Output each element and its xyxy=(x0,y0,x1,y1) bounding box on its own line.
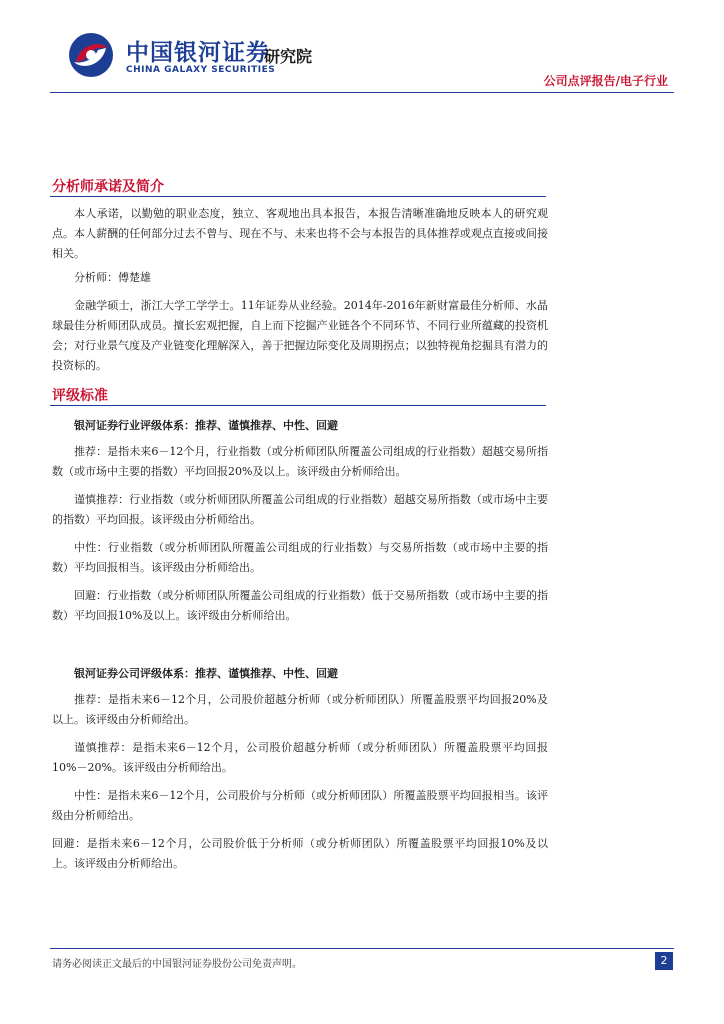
logo-english-name: CHINA GALAXY SECURITIES xyxy=(126,65,276,75)
analyst-section-title: 分析师承诺及简介 xyxy=(52,179,164,195)
analyst-commitment: 本人承诺，以勤勉的职业态度，独立、客观地出具本报告，本报告清晰准确地反映本人的研究观点。本人薪酬的任何部分过去不曾与、现在不与、未来也将不会与本报告的具体推荐或观点直接或间接相关。 xyxy=(52,207,548,260)
logo-chinese-name: 中国银河证券 xyxy=(126,40,270,66)
rating-section-title: 评级标准 xyxy=(52,388,108,404)
footer-divider xyxy=(50,948,674,949)
industry-rating-heading: 银河证券行业评级体系：推荐、谨慎推荐、中性、回避 xyxy=(74,419,338,432)
company-rating-neutral: 中性：是指未来6－12个月，公司股价与分析师（或分析师团队）所覆盖股票平均回报相当。该评级由分析师给出。 xyxy=(52,789,548,822)
industry-rating-avoid: 回避：行业指数（或分析师团队所覆盖公司组成的行业指数）低于交易所指数（或市场中主要的指数）平均回报10%及以上。该评级由分析师给出。 xyxy=(52,589,548,622)
industry-rating-neutral: 中性：行业指数（或分析师团队所覆盖公司组成的行业指数）与交易所指数（或市场中主要的指数）平均回报相当。该评级由分析师给出。 xyxy=(52,541,548,574)
logo-research-institute: 研究院 xyxy=(264,47,313,66)
company-logo xyxy=(66,30,366,80)
company-rating-recommend: 推荐：是指未来6－12个月，公司股价超越分析师（或分析师团队）所覆盖股票平均回报20%及以上。该评级由分析师给出。 xyxy=(52,693,548,726)
industry-rating-cautious: 谨慎推荐：行业指数（或分析师团队所覆盖公司组成的行业指数）超越交易所指数（或市场中主要的指数）平均回报。该评级由分析师给出。 xyxy=(52,493,548,526)
company-rating-cautious: 谨慎推荐：是指未来6－12个月，公司股价超越分析师（或分析师团队）所覆盖股票平均回报10%－20%。该评级由分析师给出。 xyxy=(52,741,548,774)
analyst-section-divider xyxy=(50,196,546,197)
header-divider xyxy=(50,92,674,93)
industry-rating-recommend: 推荐：是指未来6－12个月，行业指数（或分析师团队所覆盖公司组成的行业指数）超越交易所指数（或市场中主要的指数）平均回报20%及以上。该评级由分析师给出。 xyxy=(52,445,548,478)
company-rating-heading: 银河证券公司评级体系：推荐、谨慎推荐、中性、回避 xyxy=(74,667,338,680)
analyst-bio: 金融学硕士，浙江大学工学学士。11年证券从业经验。2014年-2016年新财富最佳分析师、水晶球最佳分析师团队成员。擅长宏观把握，自上而下挖掘产业链各个不同环节、不同行业所蕴藏的投资机会；对行业景气度及产业链变化理解深入，善于把握边际变化及周期拐点；以独特视角挖掘具有潜力的投资标的。 xyxy=(52,299,548,372)
analyst-name: 分析师：傅楚雄 xyxy=(74,271,151,284)
galaxy-logo-icon xyxy=(66,30,116,80)
report-type-label: 公司点评报告/电子行业 xyxy=(543,74,668,88)
page-number: 2 xyxy=(655,952,673,970)
footer-disclaimer: 请务必阅读正文最后的中国银河证券股份公司免责声明。 xyxy=(52,959,302,970)
company-rating-avoid: 回避：是指未来6－12个月，公司股价低于分析师（或分析师团队）所覆盖股票平均回报10%及以上。该评级由分析师给出。 xyxy=(52,837,548,870)
rating-section-divider xyxy=(50,405,546,406)
